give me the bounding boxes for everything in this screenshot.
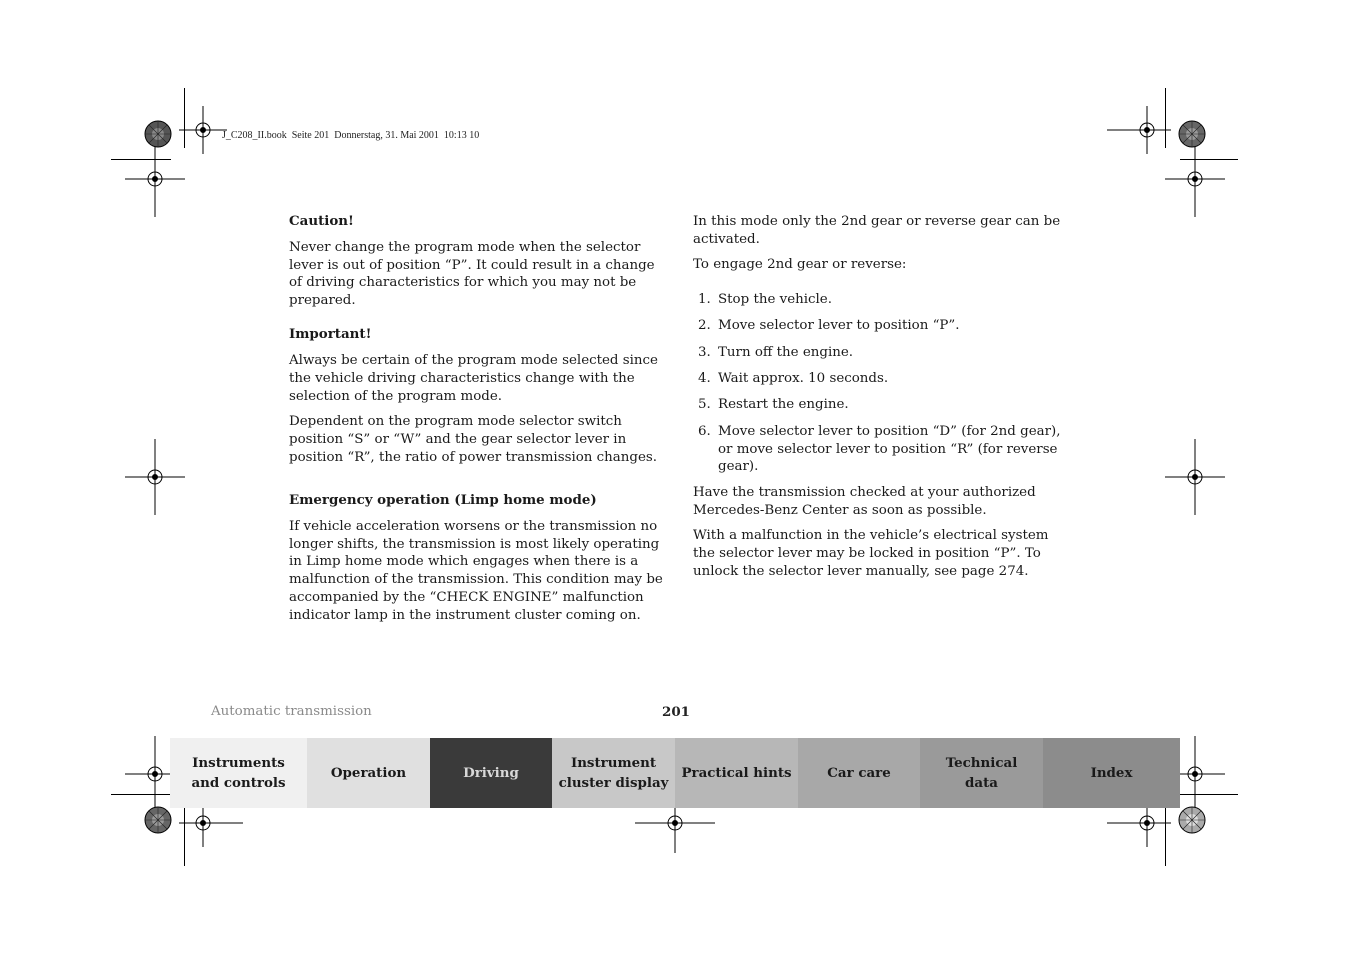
list-item: 5. Restart the engine. xyxy=(698,397,849,413)
tab-index[interactable]: Index xyxy=(1043,738,1180,808)
program-mode-text: Dependent on the program mode selector switch position “S” or “W” and the gear selector lever in position “R”, the ratio of power transmission changes. xyxy=(289,414,658,465)
tab-technical-data[interactable]: Technical data xyxy=(920,738,1043,808)
important-heading: Important! xyxy=(289,326,372,343)
list-item: 3. Turn off the engine. xyxy=(698,344,854,360)
list-item: 4. Wait approx. 10 seconds. xyxy=(698,371,889,387)
tab-instruments-and-controls[interactable]: Instruments and controls xyxy=(170,738,307,808)
page-number: 201 xyxy=(662,704,690,720)
right-column xyxy=(693,213,1073,588)
important-text: Always be certain of the program mode selected since the vehicle driving characteristics change with the selection of the program mode. xyxy=(289,353,658,404)
tab-instrument-cluster-display[interactable]: Instrument cluster display xyxy=(552,738,675,808)
tab-practical-hints[interactable]: Practical hints xyxy=(675,738,798,808)
tab-operation[interactable]: Operation xyxy=(307,738,430,808)
steps-list xyxy=(693,291,1073,476)
caution-heading: Caution! xyxy=(289,213,354,229)
tab-car-care[interactable]: Car care xyxy=(798,738,920,808)
tab-driving[interactable]: Driving xyxy=(430,738,552,808)
list-item: 2. Move selector lever to position “P”. xyxy=(698,318,960,334)
list-item: 1. Stop the vehicle. xyxy=(698,291,832,307)
caution-text: Never change the program mode when the selector lever is out of position “P”. It could result in a change of driving characteristics for which you may not be prepared. xyxy=(289,239,655,309)
list-item: 6. Move selector lever to position “D” (for 2nd gear), or move selector lever to position “R” (for reverse gear). xyxy=(698,423,1061,475)
engage-text: To engage 2nd gear or reverse: xyxy=(693,257,907,273)
chapter-tabs xyxy=(170,738,1180,808)
intro-text: In this mode only the 2nd gear or reverse gear can be activated. xyxy=(693,214,1061,247)
check-text: Have the transmission checked at your authorized Mercedes-Benz Center as soon as possible. xyxy=(693,485,1036,519)
emergency-heading: Emergency operation (Limp home mode) xyxy=(289,492,597,509)
left-column xyxy=(289,213,664,632)
malfunction-text: With a malfunction in the vehicle’s electrical system the selector lever may be locked in position “P”. To unlock the selector lever manually, see page 274. xyxy=(693,528,1049,579)
print-header: J_C208_II.book Seite 201 Donnerstag, 31. Mai 2001 10:13 10 xyxy=(222,130,480,141)
emergency-text: If vehicle acceleration worsens or the transmission no longer shifts, the transmission is most likely operating in Limp home mode which engages when there is a malfunction of the transmission. This condition may be accompanied by the “CHECK ENGINE” malfunction indicator lamp in the instrument cluster coming on. xyxy=(289,518,663,623)
section-title: Automatic transmission xyxy=(211,704,372,719)
